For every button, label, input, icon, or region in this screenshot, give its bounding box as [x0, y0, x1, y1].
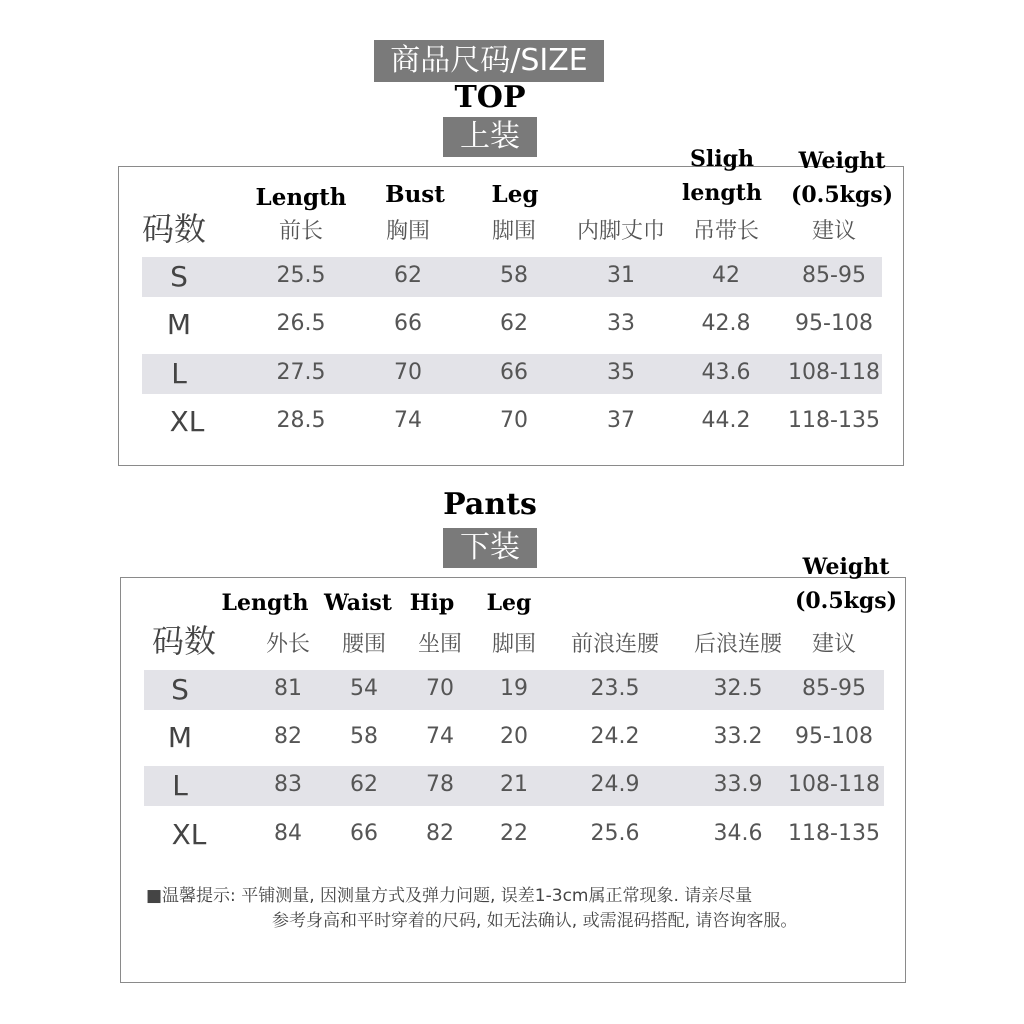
- table-cell: 37: [607, 408, 635, 433]
- measurement-note-line2: 参考身高和平时穿着的尺码, 如无法确认, 或需混码搭配, 请咨询客服。: [272, 911, 798, 931]
- table-cell: 58: [350, 724, 378, 749]
- table-cell: 95-108: [795, 724, 873, 749]
- size-label: M: [167, 721, 193, 754]
- table-cell: 66: [394, 311, 422, 336]
- pants-col-hip-en: Hip: [409, 590, 455, 616]
- table-cell: 70: [426, 676, 454, 701]
- pants-col-hip-cn: 坐围: [417, 632, 463, 657]
- table-cell: 26.5: [276, 311, 326, 336]
- pants-col-length-en: Length: [221, 590, 309, 616]
- table-cell: 85-95: [802, 263, 866, 288]
- size-label: XL: [171, 818, 207, 851]
- pants-code-label: 码数: [152, 622, 217, 660]
- table-cell: 28.5: [276, 408, 326, 433]
- top-title-en: TOP: [454, 80, 526, 115]
- pants-col-front-rise-cn: 前浪连腰: [570, 632, 660, 657]
- table-cell: 95-108: [795, 311, 873, 336]
- table-cell: 43.6: [701, 360, 751, 385]
- table-cell: 24.2: [590, 724, 640, 749]
- measurement-note-line1: ■温馨提示: 平铺测量, 因测量方式及弹力问题, 误差1-3cm属正常现象. 请亲尽量: [146, 886, 753, 906]
- top-col-length-cn: 前长: [278, 219, 324, 244]
- size-label: L: [171, 357, 187, 390]
- table-cell: 66: [350, 821, 378, 846]
- table-cell: 62: [394, 263, 422, 288]
- pants-col-leg-cn: 脚围: [491, 632, 537, 657]
- top-col-bust-cn: 胸围: [385, 219, 431, 244]
- pants-col-weight-en: Weight (0.5kgs): [794, 554, 898, 614]
- table-cell: 33.9: [713, 772, 763, 797]
- top-col-sligh-en: Sligh length: [682, 146, 762, 206]
- top-col-weight-en: Weight (0.5kgs): [790, 148, 894, 208]
- table-cell: 23.5: [590, 676, 640, 701]
- table-cell: 54: [350, 676, 378, 701]
- table-cell: 33: [607, 311, 635, 336]
- table-cell: 82: [426, 821, 454, 846]
- table-cell: 19: [500, 676, 528, 701]
- table-cell: 118-135: [788, 821, 880, 846]
- table-cell: 21: [500, 772, 528, 797]
- top-col-bust-en: Bust: [385, 181, 445, 208]
- table-cell: 25.5: [276, 263, 326, 288]
- top-col-strap-cn: 吊带长: [692, 219, 760, 244]
- top-title-cn: 上装: [443, 117, 537, 157]
- table-cell: 108-118: [788, 360, 880, 385]
- pants-col-length-cn: 外长: [265, 632, 311, 657]
- pants-col-waist-en: Waist: [324, 590, 392, 616]
- top-col-leg-en: Leg: [491, 181, 539, 208]
- table-cell: 84: [274, 821, 302, 846]
- table-cell: 33.2: [713, 724, 763, 749]
- table-cell: 27.5: [276, 360, 326, 385]
- table-cell: 20: [500, 724, 528, 749]
- table-cell: 62: [500, 311, 528, 336]
- table-cell: 24.9: [590, 772, 640, 797]
- table-cell: 22: [500, 821, 528, 846]
- top-col-leg-cn: 脚围: [491, 219, 537, 244]
- size-chart-title: 商品尺码/SIZE: [374, 40, 604, 82]
- table-cell: 108-118: [788, 772, 880, 797]
- table-cell: 31: [607, 263, 635, 288]
- table-cell: 32.5: [713, 676, 763, 701]
- pants-col-leg-en: Leg: [486, 590, 532, 616]
- table-cell: 83: [274, 772, 302, 797]
- pants-col-weight-cn: 建议: [811, 632, 857, 657]
- table-cell: 35: [607, 360, 635, 385]
- table-cell: 42: [712, 263, 740, 288]
- size-label: L: [172, 769, 188, 802]
- table-cell: 42.8: [701, 311, 751, 336]
- table-cell: 85-95: [802, 676, 866, 701]
- table-cell: 118-135: [788, 408, 880, 433]
- pants-title-en: Pants: [443, 487, 537, 522]
- table-cell: 66: [500, 360, 528, 385]
- table-cell: 74: [426, 724, 454, 749]
- pants-title-cn: 下装: [443, 528, 537, 568]
- table-cell: 44.2: [701, 408, 751, 433]
- table-cell: 78: [426, 772, 454, 797]
- size-label: S: [171, 673, 189, 706]
- table-cell: 70: [394, 360, 422, 385]
- size-label: XL: [169, 405, 205, 438]
- table-cell: 81: [274, 676, 302, 701]
- table-cell: 34.6: [713, 821, 763, 846]
- top-col-inseam-cn: 内脚丈巾: [576, 219, 666, 244]
- table-cell: 25.6: [590, 821, 640, 846]
- table-cell: 74: [394, 408, 422, 433]
- top-col-length-en: Length: [255, 184, 347, 211]
- top-code-label: 码数: [142, 210, 207, 248]
- pants-col-back-rise-cn: 后浪连腰: [693, 632, 783, 657]
- table-cell: 62: [350, 772, 378, 797]
- pants-col-waist-cn: 腰围: [341, 632, 387, 657]
- table-cell: 58: [500, 263, 528, 288]
- size-label: M: [166, 308, 192, 341]
- size-label: S: [170, 260, 188, 293]
- table-cell: 82: [274, 724, 302, 749]
- table-cell: 70: [500, 408, 528, 433]
- top-col-weight-cn: 建议: [811, 219, 857, 244]
